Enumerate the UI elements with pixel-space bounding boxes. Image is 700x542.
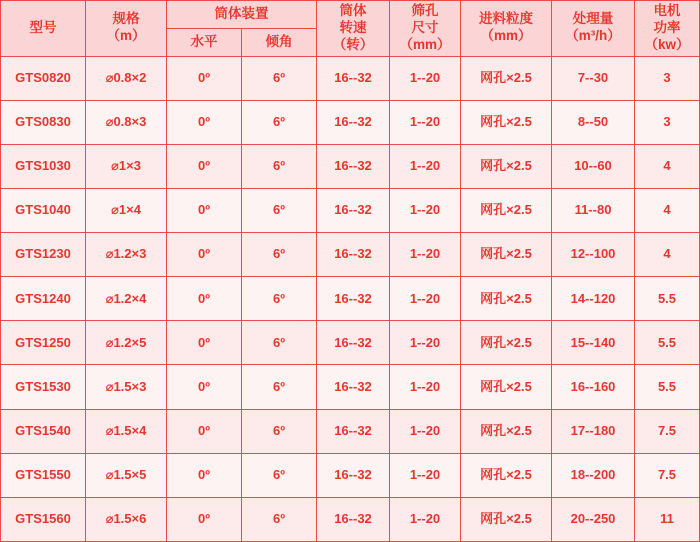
cell-spec: ⌀1.5×6 — [86, 497, 167, 541]
cell-inclination: 6º — [242, 497, 317, 541]
table-row — [1, 409, 700, 453]
cell-capacity: 18--200 — [552, 453, 635, 497]
cell-model: GTS1240 — [1, 277, 86, 321]
cell-power: 7.5 — [635, 409, 700, 453]
cell-speed: 16--32 — [317, 453, 390, 497]
cell-feed-size: 网孔×2.5 — [461, 365, 552, 409]
table-row — [1, 321, 700, 365]
cell-capacity: 14--120 — [552, 277, 635, 321]
cell-feed-size: 网孔×2.5 — [461, 321, 552, 365]
cell-spec: ⌀1.2×4 — [86, 277, 167, 321]
cell-spec: ⌀1.5×3 — [86, 365, 167, 409]
header-spec-line1: 规格 — [112, 11, 140, 27]
header-mesh-line3: （mm） — [399, 36, 451, 52]
cell-feed-size: 网孔×2.5 — [461, 100, 552, 144]
header-power-line1: 电机 — [653, 3, 681, 18]
cell-horizontal: 0º — [167, 100, 242, 144]
cell-capacity: 20--250 — [552, 497, 635, 541]
cell-spec: ⌀1.5×5 — [86, 453, 167, 497]
cell-feed-size: 网孔×2.5 — [461, 497, 552, 541]
header-speed — [317, 1, 390, 57]
cell-mesh-size: 1--20 — [390, 188, 461, 232]
table-row — [1, 144, 700, 188]
header-mesh-line1: 筛孔 — [411, 3, 439, 18]
cell-model: GTS0830 — [1, 100, 86, 144]
cell-feed-size: 网孔×2.5 — [461, 233, 552, 277]
cell-capacity: 15--140 — [552, 321, 635, 365]
cell-inclination: 6º — [242, 365, 317, 409]
cell-feed-size: 网孔×2.5 — [461, 144, 552, 188]
cell-mesh-size: 1--20 — [390, 100, 461, 144]
cell-feed-size: 网孔×2.5 — [461, 56, 552, 100]
header-spec-line2: （m） — [106, 28, 146, 44]
cell-model: GTS1230 — [1, 233, 86, 277]
cell-power: 4 — [635, 144, 700, 188]
header-power — [635, 1, 700, 57]
header-speed-line1: 筒体 — [339, 3, 367, 18]
table-row — [1, 56, 700, 100]
cell-horizontal: 0º — [167, 453, 242, 497]
cell-mesh-size: 1--20 — [390, 144, 461, 188]
cell-mesh-size: 1--20 — [390, 497, 461, 541]
cell-inclination: 6º — [242, 409, 317, 453]
cell-mesh-size: 1--20 — [390, 277, 461, 321]
header-feed-line1: 进料粒度 — [479, 11, 533, 27]
table-body — [1, 56, 700, 541]
cell-speed: 16--32 — [317, 100, 390, 144]
cell-feed-size: 网孔×2.5 — [461, 453, 552, 497]
cell-capacity: 8--50 — [552, 100, 635, 144]
cell-capacity: 16--160 — [552, 365, 635, 409]
cell-capacity: 11--80 — [552, 188, 635, 232]
cell-horizontal: 0º — [167, 144, 242, 188]
cell-power: 4 — [635, 188, 700, 232]
table-header-row-1 — [1, 1, 700, 29]
cell-speed: 16--32 — [317, 233, 390, 277]
cell-power: 4 — [635, 233, 700, 277]
cell-feed-size: 网孔×2.5 — [461, 188, 552, 232]
header-power-line2: 功率 — [653, 19, 681, 35]
cell-model: GTS1250 — [1, 321, 86, 365]
header-inclination: 倾角 — [242, 28, 317, 56]
cell-model: GTS1040 — [1, 188, 86, 232]
cell-model: GTS1030 — [1, 144, 86, 188]
cell-speed: 16--32 — [317, 365, 390, 409]
table-row — [1, 233, 700, 277]
cell-spec: ⌀1.5×4 — [86, 409, 167, 453]
table-row — [1, 100, 700, 144]
header-speed-line2: 转速 — [339, 19, 367, 35]
table-row — [1, 277, 700, 321]
cell-speed: 16--32 — [317, 188, 390, 232]
cell-capacity: 17--180 — [552, 409, 635, 453]
cell-power: 7.5 — [635, 453, 700, 497]
cell-mesh-size: 1--20 — [390, 233, 461, 277]
cell-power: 3 — [635, 100, 700, 144]
header-capacity-line2: （m³/h） — [565, 28, 621, 44]
header-horizontal: 水平 — [167, 28, 242, 56]
cell-inclination: 6º — [242, 321, 317, 365]
cell-model: GTS0820 — [1, 56, 86, 100]
header-speed-line3: （转） — [332, 36, 374, 52]
cell-mesh-size: 1--20 — [390, 321, 461, 365]
cell-power: 11 — [635, 497, 700, 541]
table-row — [1, 453, 700, 497]
cell-model: GTS1550 — [1, 453, 86, 497]
cell-power: 3 — [635, 56, 700, 100]
header-power-line3: （kw） — [644, 36, 690, 52]
cell-horizontal: 0º — [167, 321, 242, 365]
header-capacity — [552, 1, 635, 57]
cell-spec: ⌀1.2×5 — [86, 321, 167, 365]
cell-mesh-size: 1--20 — [390, 453, 461, 497]
cell-speed: 16--32 — [317, 321, 390, 365]
header-mesh-size — [390, 1, 461, 57]
cell-power: 5.5 — [635, 365, 700, 409]
cell-horizontal: 0º — [167, 277, 242, 321]
header-model: 型号 — [1, 1, 86, 57]
cell-speed: 16--32 — [317, 497, 390, 541]
cell-speed: 16--32 — [317, 144, 390, 188]
cell-inclination: 6º — [242, 188, 317, 232]
cell-horizontal: 0º — [167, 233, 242, 277]
cell-speed: 16--32 — [317, 56, 390, 100]
cell-horizontal: 0º — [167, 365, 242, 409]
cell-mesh-size: 1--20 — [390, 409, 461, 453]
cell-capacity: 12--100 — [552, 233, 635, 277]
cell-capacity: 7--30 — [552, 56, 635, 100]
table-row — [1, 497, 700, 541]
cell-speed: 16--32 — [317, 277, 390, 321]
cell-inclination: 6º — [242, 277, 317, 321]
cell-spec: ⌀1×3 — [86, 144, 167, 188]
cell-mesh-size: 1--20 — [390, 365, 461, 409]
cell-horizontal: 0º — [167, 188, 242, 232]
cell-inclination: 6º — [242, 56, 317, 100]
cell-feed-size: 网孔×2.5 — [461, 277, 552, 321]
cell-inclination: 6º — [242, 100, 317, 144]
header-capacity-line1: 处理量 — [572, 11, 614, 27]
cell-spec: ⌀0.8×2 — [86, 56, 167, 100]
cell-spec: ⌀1×4 — [86, 188, 167, 232]
cell-mesh-size: 1--20 — [390, 56, 461, 100]
header-drum-group: 筒体装置 — [167, 1, 317, 29]
table-header — [1, 1, 700, 57]
table-row — [1, 188, 700, 232]
cell-inclination: 6º — [242, 144, 317, 188]
header-mesh-line2: 尺寸 — [411, 19, 439, 35]
cell-horizontal: 0º — [167, 497, 242, 541]
cell-horizontal: 0º — [167, 56, 242, 100]
cell-model: GTS1530 — [1, 365, 86, 409]
header-spec — [86, 1, 167, 57]
cell-horizontal: 0º — [167, 409, 242, 453]
cell-speed: 16--32 — [317, 409, 390, 453]
cell-spec: ⌀0.8×3 — [86, 100, 167, 144]
cell-inclination: 6º — [242, 453, 317, 497]
cell-power: 5.5 — [635, 277, 700, 321]
cell-capacity: 10--60 — [552, 144, 635, 188]
cell-model: GTS1540 — [1, 409, 86, 453]
cell-power: 5.5 — [635, 321, 700, 365]
cell-spec: ⌀1.2×3 — [86, 233, 167, 277]
table-row — [1, 365, 700, 409]
cell-feed-size: 网孔×2.5 — [461, 409, 552, 453]
cell-inclination: 6º — [242, 233, 317, 277]
header-feed-line2: （mm） — [480, 28, 532, 44]
cell-model: GTS1560 — [1, 497, 86, 541]
header-feed-size — [461, 1, 552, 57]
